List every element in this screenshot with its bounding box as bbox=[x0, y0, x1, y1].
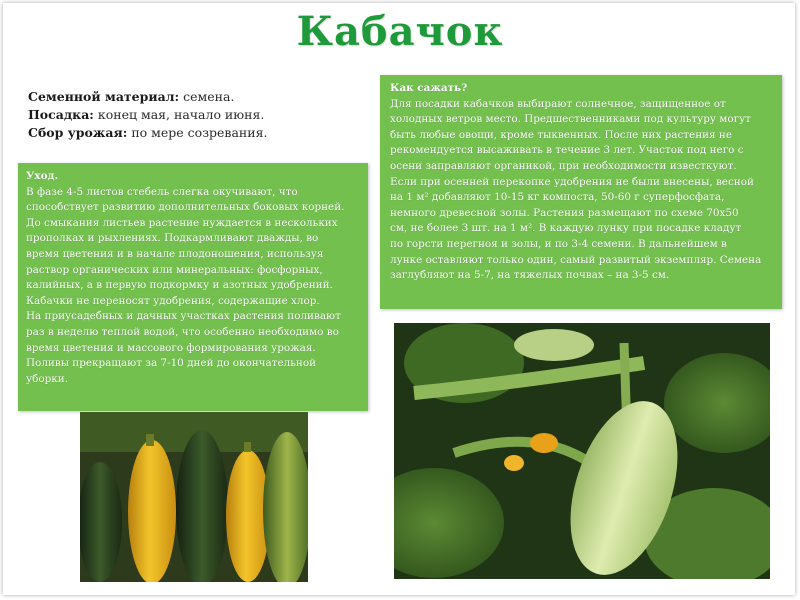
planting-line: немного древесной золы. Растения размещают по схеме 70х50 bbox=[390, 206, 739, 219]
zucchini-variety-illustration bbox=[80, 412, 308, 582]
planting-line: по горсти перегноя и золы, и по 3-4 семени. В дальнейшем в bbox=[390, 237, 727, 250]
care-line: способствует развитию дополнительных боковых корней. bbox=[26, 201, 345, 214]
care-line: раствор органических или минеральных: фосфорных, bbox=[26, 263, 323, 276]
planting-line: лунке оставляют только один, самый развитый экземпляр. Семена bbox=[390, 253, 762, 266]
care-line: калийных, а в первую подкормку и азотных удобрений. bbox=[26, 279, 333, 292]
care-line: время цветения и массового формирования урожая. bbox=[26, 341, 316, 354]
planting-value: конец мая, начало июня. bbox=[93, 107, 265, 122]
care-line: До смыкания листьев растение нуждается в нескольких bbox=[26, 216, 338, 229]
seed-label: Семенной материал: bbox=[28, 89, 180, 104]
care-line: уборки. bbox=[26, 372, 68, 385]
planting-line: Для посадки кабачков выбирают солнечное, защищенное от bbox=[390, 97, 726, 110]
care-heading: Уход. bbox=[26, 170, 59, 182]
care-line: Кабачки не переносят удобрения, содержащие хлор. bbox=[26, 294, 320, 307]
planting-row bbox=[28, 106, 368, 124]
page-title: Кабачок bbox=[296, 8, 504, 55]
planting-box bbox=[380, 75, 782, 309]
zucchini-variety-photo bbox=[80, 412, 308, 582]
care-line: раз в неделю теплой водой, что особенно необходимо во bbox=[26, 325, 339, 338]
care-line: прополках и рыхлениях. Подкармливают дважды, во bbox=[26, 232, 319, 245]
seed-row bbox=[28, 88, 368, 106]
care-line: На приусадебных и дачных участках растения поливают bbox=[26, 310, 341, 323]
zucchini-plant-photo bbox=[394, 323, 770, 579]
care-line: В фазе 4-5 листов стебель слегка окучивают, что bbox=[26, 185, 298, 198]
harvest-row bbox=[28, 124, 368, 142]
planting-line: рекомендуется высаживать в течение 3 лет. Участок под него с bbox=[390, 144, 744, 157]
planting-line: см, не более 3 шт. на 1 м². В каждую лунку при посадке кладут bbox=[390, 222, 742, 235]
harvest-value: по мере созревания. bbox=[127, 125, 268, 140]
planting-line: холодных ветров место. Предшественниками под культуру могут bbox=[390, 113, 751, 126]
planting-label: Посадка: bbox=[28, 107, 94, 122]
planting-heading: Как сажать? bbox=[390, 82, 468, 94]
planting-line: осени заправляют органикой, при необходимости известкуют. bbox=[390, 159, 737, 172]
planting-line: на 1 м² добавляют 10-15 кг компоста, 50-60 г суперфосфата, bbox=[390, 191, 725, 204]
care-line: Поливы прекращают за 7-10 дней до окончательной bbox=[26, 357, 317, 370]
planting-line: заглубляют на 5-7, на тяжелых почвах – на 3-5 см. bbox=[390, 269, 670, 282]
zucchini-plant-illustration bbox=[394, 323, 770, 579]
planting-line: быть любые овощи, кроме тыквенных. После них растения не bbox=[390, 128, 732, 141]
planting-line: Если при осенней перекопке удобрения не были внесены, весной bbox=[390, 175, 754, 188]
summary-block bbox=[28, 88, 368, 142]
seed-value: семена. bbox=[179, 89, 235, 104]
care-box bbox=[18, 163, 368, 411]
harvest-label: Сбор урожая: bbox=[28, 125, 128, 140]
care-line: время цветения и в начале плодоношения, используя bbox=[26, 247, 324, 260]
